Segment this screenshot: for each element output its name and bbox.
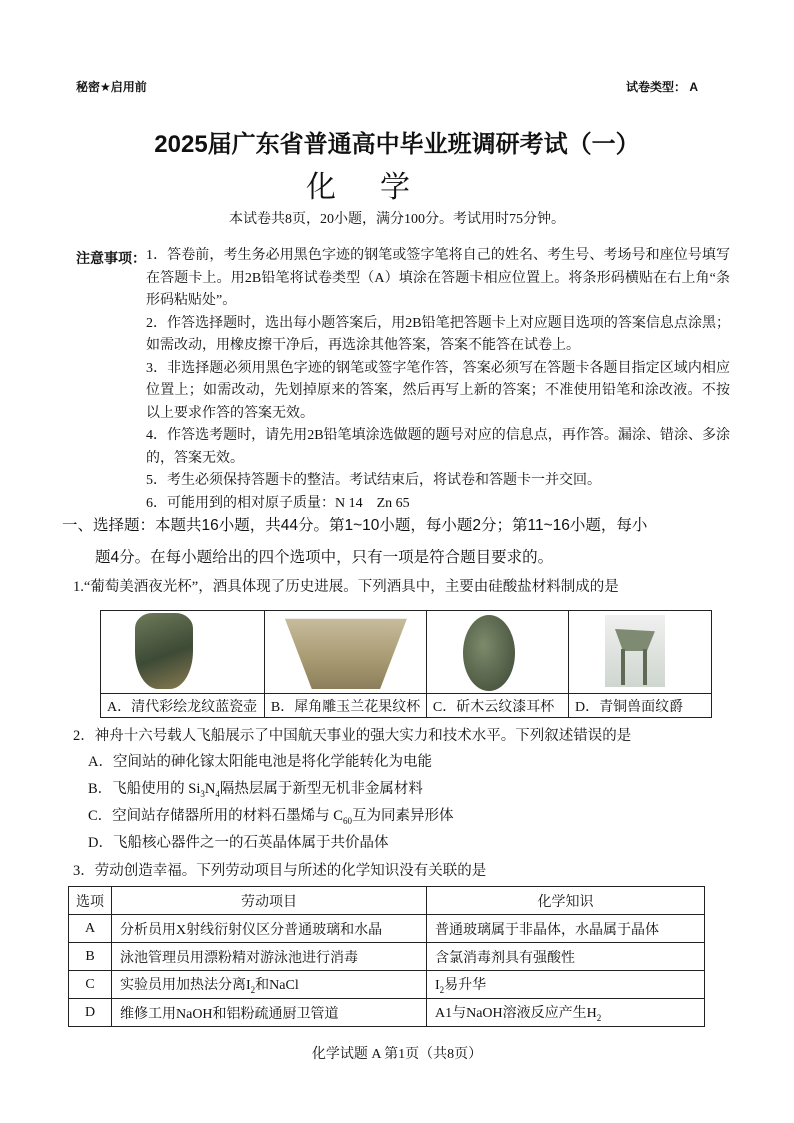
note-item: 5．考生必须保持答题卡的整洁。考试结束后，将试卷和答题卡一并交回。 — [146, 473, 601, 488]
row-option: B — [69, 943, 112, 971]
row-chem — [427, 971, 705, 999]
text-segment: I — [435, 978, 440, 994]
text-segment: B．飞船使用的 Si — [88, 781, 201, 797]
lacquer-cup-image — [463, 615, 515, 691]
question-2-option — [88, 777, 423, 799]
question-1-table — [100, 610, 712, 718]
table-row — [69, 999, 705, 1027]
subscript: 3 — [200, 788, 205, 799]
text-segment: 泳池管理员用漂粉精对游泳池进行消毒 — [120, 950, 358, 966]
text-segment: 易升华 — [444, 978, 487, 994]
row-labor — [112, 943, 427, 971]
question-2-option — [88, 831, 388, 852]
text-segment: 隔热层属于新型无机非金属材料 — [219, 781, 423, 797]
question-2-stem: 2．神舟十六号载人飞船展示了中国航天事业的强大实力和技术水平。下列叙述错误的是 — [73, 728, 632, 744]
paper-type — [626, 78, 698, 95]
row-labor — [112, 915, 427, 943]
notes-label: 注意事项： — [76, 250, 146, 266]
table-row — [69, 915, 705, 943]
subscript: 2 — [596, 1012, 602, 1023]
option-b-label: B．犀角雕玉兰花果纹杯 — [264, 694, 426, 718]
row-labor — [112, 971, 427, 999]
text-segment: D．飞船核心器件之一的石英晶体属于共价晶体 — [88, 835, 389, 851]
text-segment: 互为同素异形体 — [351, 808, 454, 824]
subscript: 60 — [342, 815, 352, 826]
exam-title: 2025届广东省普通高中毕业班调研考试（一） — [154, 131, 640, 158]
question-2-option — [88, 750, 432, 771]
question-2-option — [88, 804, 453, 826]
exam-info: 本试卷共8页，20小题，满分100分。考试用时75分钟。 — [229, 212, 565, 227]
text-segment: A1与NaOH溶液反应产生H — [435, 1006, 597, 1022]
table-row — [69, 971, 705, 999]
text-segment: 实验员用加热法分离I — [120, 978, 251, 994]
row-option: D — [69, 999, 112, 1027]
text-segment: 维修工用NaOH和铝粉疏通厨卫管道 — [120, 1006, 339, 1022]
image-cell — [101, 611, 265, 694]
subscript: 4 — [215, 788, 220, 799]
text-segment: C．空间站存储器所用的材料石墨烯与 C — [88, 808, 343, 824]
row-labor — [112, 999, 427, 1027]
porcelain-pot-image — [135, 613, 193, 689]
paper-type-label: 试卷类型： — [626, 80, 687, 94]
confidential-label: 秘密★启用前 — [76, 80, 147, 94]
section-heading: 一、选择题：本题共16小题，共44分。第1~10小题，每小题2分；第11~16小题，每小 — [62, 517, 648, 534]
option-d-label: D．青铜兽面纹爵 — [568, 694, 711, 718]
text-segment: N — [204, 781, 216, 797]
row-chem — [427, 915, 705, 943]
note-item: 3．非选择题必须用黑色字迹的钢笔或签字笔作答，答案必须写在答题卡各题目指定区域内相应位置上；如需改动，先划掉原来的答案，然后再写上新的答案；不准使用铅笔和涂改液。不按以上要求作答的答案无效。 — [146, 360, 730, 421]
bronze-jue-image — [605, 615, 665, 687]
image-cell — [264, 611, 426, 694]
note-item: 2．作答选择题时，选出每小题答案后，用2B铅笔把答题卡上对应题目选项的答案信息点涂黑；如需改动，用橡皮擦干净后，再选涂其他答案，答案不能答在试卷上。 — [146, 315, 730, 353]
header-labor: 劳动项目 — [112, 887, 427, 915]
question-3-stem: 3．劳动创造幸福。下列劳动项目与所述的化学知识没有关联的是 — [73, 863, 487, 879]
image-cell — [568, 611, 711, 694]
question-3-table — [68, 886, 705, 1027]
note-item: 4．作答选考题时，请先用2B铅笔填涂选做题的题号对应的信息点，再作答。漏涂、错涂、多涂的，答案无效。 — [146, 428, 730, 466]
text-segment: 含氯消毒剂具有强酸性 — [435, 950, 575, 966]
subscript: 2 — [250, 984, 256, 995]
option-a-label: A．清代彩绘龙纹蓝瓷壶 — [101, 694, 265, 718]
text-segment: 和NaCl — [255, 978, 299, 994]
table-row — [69, 943, 705, 971]
rhino-horn-cup-image — [285, 615, 407, 689]
subject-title: 化学 — [306, 171, 454, 204]
row-option: A — [69, 915, 112, 943]
image-cell — [426, 611, 568, 694]
text-segment: 分析员用X射线衍射仪区分普通玻璃和水晶 — [120, 922, 383, 938]
notes-list — [146, 245, 730, 515]
row-chem — [427, 999, 705, 1027]
subscript: 2 — [439, 984, 445, 995]
note-item: 1．答卷前，考生务必用黑色字迹的钢笔或签字笔将自己的姓名、考生号、考场号和座位号填写在答题卡上。用2B铅笔将试卷类型（A）填涂在答题卡相应位置上。将条形码横贴在右上角“条形码粘贴处”。 — [146, 248, 730, 308]
row-chem — [427, 943, 705, 971]
option-c-label: C．斫木云纹漆耳杯 — [426, 694, 568, 718]
row-option: C — [69, 971, 112, 999]
text-segment: 普通玻璃属于非晶体，水晶属于晶体 — [435, 922, 659, 938]
header-option: 选项 — [69, 887, 112, 915]
paper-type-value: A — [689, 80, 699, 94]
note-item: 6．可能用到的相对原子质量：N 14 Zn 65 — [146, 495, 410, 511]
header-chem: 化学知识 — [427, 887, 705, 915]
page-footer: 化学试题 A 第1页（共8页） — [311, 1047, 483, 1062]
text-segment: A．空间站的砷化镓太阳能电池是将化学能转化为电能 — [88, 754, 432, 770]
question-1-stem: 1.“葡萄美酒夜光杯”，酒具体现了历史进展。下列酒具中，主要由硅酸盐材料制成的是 — [73, 579, 619, 595]
section-heading-cont: 题4分。在每小题给出的四个选项中，只有一项是符合题目要求的。 — [95, 549, 554, 566]
